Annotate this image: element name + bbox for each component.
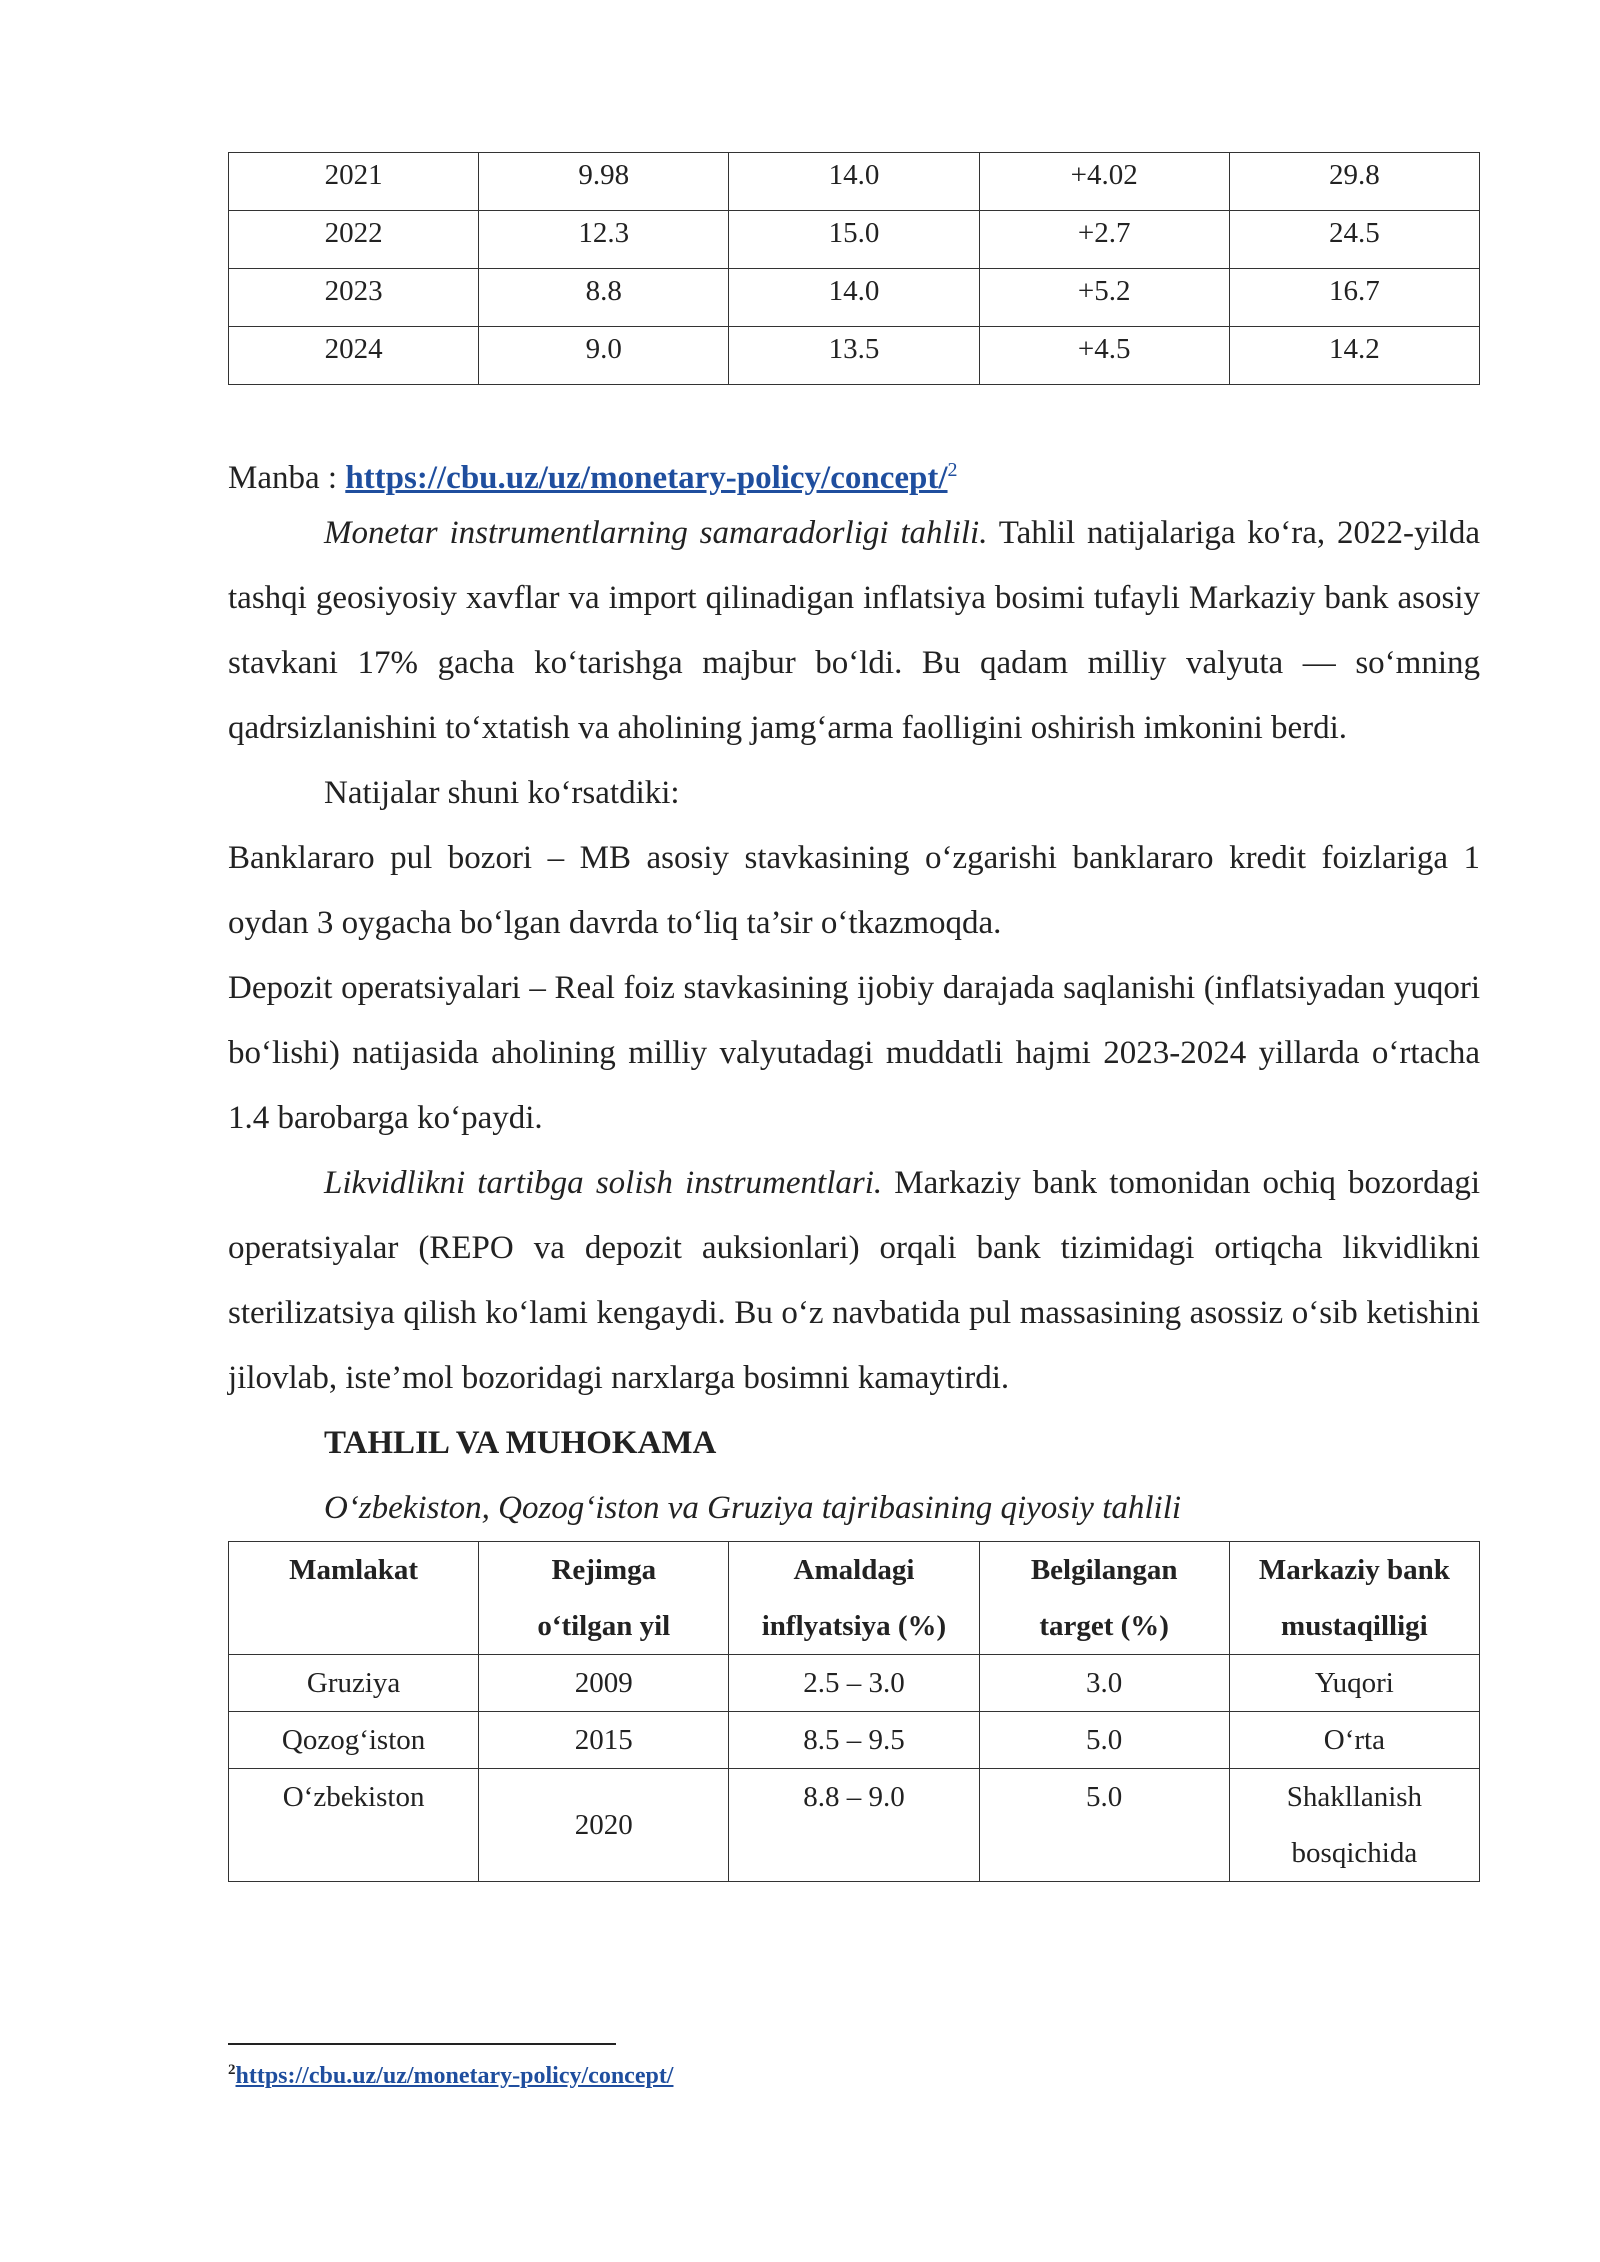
- table-caption: O‘zbekiston, Qozog‘iston va Gruziya tajribasining qiyosiy tahlili: [324, 1490, 1182, 1526]
- paragraph-text: Tahlil natijalariga ko‘ra, 2022-yilda tashqi geosiyosiy xavflar va import qilinadigan inflatsiya bosimi tufayli Markaziy bank asosiy stavkani 17% gacha ko‘tarishga majbur bo‘ldi. Bu qadam milliy valyuta — so‘mning qadrsizlanishini to‘xtatish va aholining jamg‘arma faolligini oshirish imkonini berdi.: [228, 515, 1480, 746]
- footnote-mark[interactable]: 2: [947, 459, 958, 481]
- table-cell: 24.5: [1229, 211, 1479, 269]
- column-header-line: Rejimga: [551, 1554, 657, 1586]
- paragraph-lead-italic: Likvidlikni tartibga solish instrumentlari.: [324, 1165, 883, 1201]
- table-cell: 8.8 – 9.0: [729, 1769, 979, 1882]
- section-heading: TAHLIL VA MUHOKAMA: [324, 1425, 717, 1461]
- cell-line: Shakllanish: [1286, 1781, 1423, 1813]
- column-header: [229, 1542, 479, 1655]
- table-cell: 2015: [479, 1712, 729, 1769]
- table-cell: 5.0: [979, 1769, 1229, 1882]
- table-cell: 12.3: [479, 211, 729, 269]
- table-cell: 2020: [479, 1769, 729, 1882]
- footnote-link[interactable]: https://cbu.uz/uz/monetary-policy/concept/: [235, 2063, 674, 2089]
- table-cell: Qozog‘iston: [229, 1712, 479, 1769]
- column-header: [1229, 1542, 1479, 1655]
- table-cell: 8.8: [479, 269, 729, 327]
- table-cell: 2021: [229, 153, 479, 211]
- column-header-line: inflyatsiya (%): [761, 1610, 947, 1642]
- table-cell: 9.0: [479, 327, 729, 385]
- column-header-line: target (%): [1039, 1610, 1169, 1642]
- document-page: [228, 152, 1480, 1882]
- column-header: [729, 1542, 979, 1655]
- table-cell: 2022: [229, 211, 479, 269]
- column-header-line: o‘tilgan yil: [537, 1610, 671, 1642]
- table-row: [229, 1655, 1480, 1712]
- column-header-line: Mamlakat: [289, 1554, 419, 1586]
- table-cell: Gruziya: [229, 1655, 479, 1712]
- table-row: [229, 1769, 1480, 1882]
- table-cell: O‘zbekiston: [229, 1769, 479, 1882]
- table-cell: 9.98: [479, 153, 729, 211]
- column-header-line: Belgilangan: [1030, 1554, 1178, 1586]
- paragraph-lead-italic: Monetar instrumentlarning samaradorligi tahlili.: [324, 515, 988, 551]
- table-cell: +4.02: [979, 153, 1229, 211]
- table-cell: 2009: [479, 1655, 729, 1712]
- cell-line: bosqichida: [1291, 1837, 1418, 1869]
- footnote-separator: [228, 2043, 616, 2045]
- table-cell: 3.0: [979, 1655, 1229, 1712]
- table-cell: +4.5: [979, 327, 1229, 385]
- column-header: [979, 1542, 1229, 1655]
- paragraph-interbank: Banklararo pul bozori – MB asosiy stavkasining o‘zgarishi banklararo kredit foizlariga 1 oydan 3 oygacha bo‘lgan davrda to‘liq ta’sir o‘tkazmoqda.: [228, 840, 1480, 941]
- table-cell: 29.8: [1229, 153, 1479, 211]
- table-cell: 14.0: [729, 153, 979, 211]
- table-cell: 5.0: [979, 1712, 1229, 1769]
- table-cell: 2.5 – 3.0: [729, 1655, 979, 1712]
- table-cell: 14.0: [729, 269, 979, 327]
- paragraph-deposit: Depozit operatsiyalari – Real foiz stavkasining ijobiy darajada saqlanishi (inflatsiyadan yuqori bo‘lishi) natijasida aholining milliy valyutadagi muddatli hajmi 2023-2024 yillarda o‘rtacha 1.4 barobarga ko‘paydi.: [228, 970, 1480, 1136]
- comparison-table: [228, 1541, 1480, 1882]
- table-cell: 14.2: [1229, 327, 1479, 385]
- column-header: [479, 1542, 729, 1655]
- table-cell: 2023: [229, 269, 479, 327]
- table-cell: 13.5: [729, 327, 979, 385]
- table-row: [229, 153, 1480, 211]
- paragraph-text: Markaziy bank tomonidan ochiq bozordagi operatsiyalar (REPO va depozit auksionlari) orqali bank tizimidagi ortiqcha likvidlikni sterilizatsiya qilish ko‘lami kengaydi. Bu o‘z navbatida pul massasining asossiz o‘sib ketishini jilovlab, iste’mol bozoridagi narxlarga bosimni kamaytirdi.: [228, 1165, 1480, 1396]
- paragraph-results-intro: Natijalar shuni ko‘rsatdiki:: [324, 775, 680, 811]
- footnote: [228, 2062, 673, 2090]
- table-cell: O‘rta: [1229, 1712, 1479, 1769]
- table-cell: 16.7: [1229, 269, 1479, 327]
- column-header-line: Amaldagi: [793, 1554, 915, 1586]
- table-cell: 2024: [229, 327, 479, 385]
- table-row: [229, 327, 1480, 385]
- table-cell: 15.0: [729, 211, 979, 269]
- table-row: [229, 269, 1480, 327]
- paragraph-liquidity: [228, 1151, 1480, 1411]
- table-row: [229, 1712, 1480, 1769]
- top-data-table: [228, 152, 1480, 385]
- source-link[interactable]: https://cbu.uz/uz/monetary-policy/concept/: [345, 460, 948, 496]
- source-label: Manba :: [228, 460, 346, 496]
- column-header-line: mustaqilligi: [1281, 1610, 1428, 1642]
- table-cell: Yuqori: [1229, 1655, 1479, 1712]
- table-cell: +2.7: [979, 211, 1229, 269]
- table-cell: 8.5 – 9.5: [729, 1712, 979, 1769]
- table-cell: +5.2: [979, 269, 1229, 327]
- column-header-line: Markaziy bank: [1258, 1554, 1450, 1586]
- table-cell: [1229, 1769, 1479, 1882]
- footnote-number: 2: [228, 2062, 236, 2078]
- table-row: [229, 211, 1480, 269]
- source-line: [228, 449, 1480, 499]
- paragraph-monetary-instruments: [228, 501, 1480, 761]
